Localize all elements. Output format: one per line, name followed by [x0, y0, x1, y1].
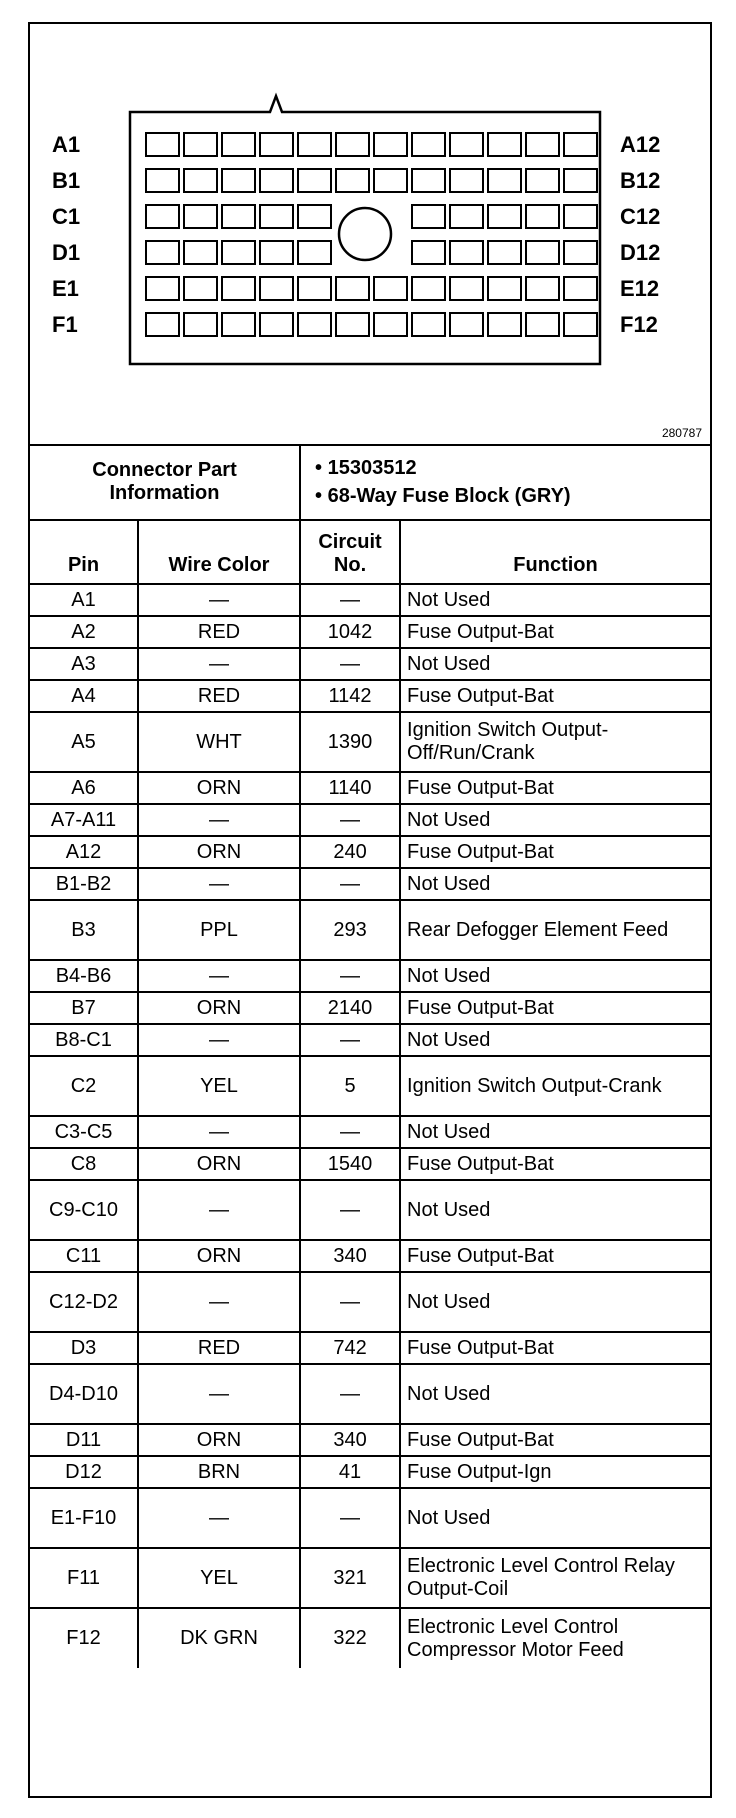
table-row: [30, 1608, 710, 1668]
function-cell: Fuse Output-Bat: [400, 1424, 710, 1456]
function-cell: Fuse Output-Bat: [400, 836, 710, 868]
pin-cavity: [450, 241, 483, 264]
pin-cavity: [564, 205, 597, 228]
pin-cavity: [146, 313, 179, 336]
pin-cell: A5: [30, 712, 138, 772]
pin-cell: A7-A11: [30, 804, 138, 836]
wire-color-cell: ORN: [138, 836, 300, 868]
pin-cell: A4: [30, 680, 138, 712]
table-row: [30, 1116, 710, 1148]
pin-cavity: [222, 241, 255, 264]
table-row: [30, 1488, 710, 1548]
pin-cell: C8: [30, 1148, 138, 1180]
pin-cavity: [488, 277, 521, 300]
wire-color-cell: ORN: [138, 1240, 300, 1272]
pin-cavity: [184, 205, 217, 228]
wire-color-cell: RED: [138, 616, 300, 648]
pin-cavity: [564, 169, 597, 192]
pin-cavity: [412, 169, 445, 192]
pin-label-left: B1: [52, 168, 81, 193]
pin-cavity: [184, 169, 217, 192]
circuit-cell: —: [300, 1364, 400, 1424]
pin-cavity: [450, 205, 483, 228]
pin-cavity: [298, 169, 331, 192]
function-cell: Fuse Output-Ign: [400, 1456, 710, 1488]
function-cell: Fuse Output-Bat: [400, 1332, 710, 1364]
table-row: [30, 1548, 710, 1608]
wire-color-cell: —: [138, 1180, 300, 1240]
pin-cavity: [374, 313, 407, 336]
circuit-cell: —: [300, 648, 400, 680]
table-row: [30, 1148, 710, 1180]
circuit-cell: 1042: [300, 616, 400, 648]
wire-color-cell: DK GRN: [138, 1608, 300, 1668]
pin-cavity: [298, 133, 331, 156]
pin-cavity: [260, 169, 293, 192]
wire-color-cell: WHT: [138, 712, 300, 772]
pin-cavity: [450, 277, 483, 300]
pin-label-right: A12: [620, 132, 661, 157]
pin-cavity: [260, 133, 293, 156]
pin-cavity: [374, 169, 407, 192]
table-row: [30, 1024, 710, 1056]
pin-cavity: [222, 313, 255, 336]
pin-cavity: [374, 277, 407, 300]
col-header-function: Function: [400, 520, 710, 584]
circuit-cell: —: [300, 584, 400, 616]
pin-cell: C3-C5: [30, 1116, 138, 1148]
circuit-cell: —: [300, 868, 400, 900]
connector-info-item: • 15303512: [315, 456, 417, 479]
pin-cell: A6: [30, 772, 138, 804]
function-cell: Ignition Switch Output-Crank: [400, 1056, 710, 1116]
connector-info-item: • 68-Way Fuse Block (GRY): [315, 484, 571, 507]
pin-label-right: D12: [620, 240, 661, 265]
pin-cell: B4-B6: [30, 960, 138, 992]
pin-label-left: F1: [52, 312, 78, 337]
table-row: [30, 960, 710, 992]
pin-cell: C9-C10: [30, 1180, 138, 1240]
function-cell: Fuse Output-Bat: [400, 772, 710, 804]
pin-cavity: [488, 133, 521, 156]
circuit-cell: —: [300, 960, 400, 992]
circuit-cell: 742: [300, 1332, 400, 1364]
pin-label-right: C12: [620, 204, 661, 229]
function-cell: Not Used: [400, 804, 710, 836]
circuit-cell: —: [300, 1024, 400, 1056]
table-row: [30, 1180, 710, 1240]
pin-cavity: [184, 313, 217, 336]
wire-color-cell: BRN: [138, 1456, 300, 1488]
pin-cell: B7: [30, 992, 138, 1024]
pin-cavity: [298, 241, 331, 264]
pin-cavity: [260, 241, 293, 264]
pin-cavity: [488, 169, 521, 192]
pin-cell: A12: [30, 836, 138, 868]
connector-face-drawing: [30, 24, 710, 444]
col-header-wire-color: Wire Color: [138, 520, 300, 584]
wire-color-cell: —: [138, 1488, 300, 1548]
pin-cavity: [450, 133, 483, 156]
pin-cavity: [222, 205, 255, 228]
pin-cavity: [564, 241, 597, 264]
function-cell: Fuse Output-Bat: [400, 992, 710, 1024]
connector-description: 68-Way Fuse Block (GRY): [327, 484, 571, 507]
function-cell: Electronic Level Control Compressor Motor Feed: [400, 1608, 710, 1668]
table-row: [30, 836, 710, 868]
wire-color-cell: —: [138, 1364, 300, 1424]
pin-label-right: F12: [620, 312, 658, 337]
connector-diagram: [30, 24, 710, 446]
pin-cavity: [564, 313, 597, 336]
connector-sheet: [28, 22, 712, 1798]
circuit-cell: 321: [300, 1548, 400, 1608]
pin-cavity: [222, 169, 255, 192]
table-row: [30, 992, 710, 1024]
pin-cavity: [488, 205, 521, 228]
pin-cavity: [184, 241, 217, 264]
pin-label-left: D1: [52, 240, 81, 265]
pin-cell: B8-C1: [30, 1024, 138, 1056]
table-row: [30, 584, 710, 616]
wire-color-cell: —: [138, 1116, 300, 1148]
pin-cavity: [488, 313, 521, 336]
pin-cavity: [412, 205, 445, 228]
table-row: [30, 1424, 710, 1456]
circuit-cell: 322: [300, 1608, 400, 1668]
wire-color-cell: —: [138, 584, 300, 616]
wire-color-cell: PPL: [138, 900, 300, 960]
function-cell: Rear Defogger Element Feed: [400, 900, 710, 960]
pinout-table: [30, 444, 710, 1668]
pin-cavity: [260, 205, 293, 228]
pin-cavity: [336, 169, 369, 192]
table-row: [30, 680, 710, 712]
circuit-cell: —: [300, 1180, 400, 1240]
wire-color-cell: —: [138, 868, 300, 900]
pin-cavity: [564, 277, 597, 300]
table-row: [30, 1272, 710, 1332]
circuit-cell: 2140: [300, 992, 400, 1024]
pin-cavity: [412, 277, 445, 300]
function-cell: Not Used: [400, 1272, 710, 1332]
function-cell: Not Used: [400, 1116, 710, 1148]
table-row: [30, 1364, 710, 1424]
wire-color-cell: YEL: [138, 1056, 300, 1116]
wire-color-cell: RED: [138, 1332, 300, 1364]
pin-cell: B3: [30, 900, 138, 960]
pin-cell: F12: [30, 1608, 138, 1668]
pin-cavity: [298, 277, 331, 300]
connector-info-list: [300, 444, 710, 520]
circuit-cell: 41: [300, 1456, 400, 1488]
function-cell: Not Used: [400, 648, 710, 680]
wire-color-cell: —: [138, 804, 300, 836]
pin-cavity: [488, 241, 521, 264]
function-cell: Fuse Output-Bat: [400, 680, 710, 712]
pin-cavity: [222, 133, 255, 156]
column-header-row: [30, 520, 710, 584]
table-row: [30, 616, 710, 648]
table-row: [30, 804, 710, 836]
pin-cavity: [184, 133, 217, 156]
pin-cavity: [526, 313, 559, 336]
pin-cavity: [336, 133, 369, 156]
pin-label-right: E12: [620, 276, 660, 301]
pin-cavity: [146, 277, 179, 300]
pin-cavity: [450, 169, 483, 192]
pin-cell: C2: [30, 1056, 138, 1116]
circuit-cell: 1390: [300, 712, 400, 772]
wire-color-cell: ORN: [138, 1148, 300, 1180]
wire-color-cell: ORN: [138, 992, 300, 1024]
pin-cavity: [222, 277, 255, 300]
pin-label-right: B12: [620, 168, 661, 193]
wire-color-cell: —: [138, 1024, 300, 1056]
pin-cell: A3: [30, 648, 138, 680]
wire-color-cell: ORN: [138, 1424, 300, 1456]
table-row: [30, 868, 710, 900]
circuit-cell: 293: [300, 900, 400, 960]
pin-cell: D3: [30, 1332, 138, 1364]
pin-label-left: E1: [52, 276, 79, 301]
function-cell: Ignition Switch Output-Off/Run/Crank: [400, 712, 710, 772]
pin-label-left: C1: [52, 204, 81, 229]
table-row: [30, 1332, 710, 1364]
circuit-cell: 240: [300, 836, 400, 868]
wire-color-cell: —: [138, 648, 300, 680]
pin-cell: A1: [30, 584, 138, 616]
circuit-cell: —: [300, 1116, 400, 1148]
center-hole: [339, 208, 391, 260]
table-row: [30, 1056, 710, 1116]
table-row: [30, 1456, 710, 1488]
pin-cavity: [374, 133, 407, 156]
pin-cavity: [564, 133, 597, 156]
function-cell: Fuse Output-Bat: [400, 1240, 710, 1272]
function-cell: Fuse Output-Bat: [400, 1148, 710, 1180]
pin-cell: D12: [30, 1456, 138, 1488]
function-cell: Electronic Level Control Relay Output-Coil: [400, 1548, 710, 1608]
pin-cavity: [412, 133, 445, 156]
pin-cavity: [526, 277, 559, 300]
table-row: [30, 900, 710, 960]
function-cell: Not Used: [400, 1364, 710, 1424]
pin-cavity: [526, 133, 559, 156]
wire-color-cell: YEL: [138, 1548, 300, 1608]
pin-cavity: [260, 277, 293, 300]
function-cell: Not Used: [400, 584, 710, 616]
wire-color-cell: RED: [138, 680, 300, 712]
pin-cavity: [298, 313, 331, 336]
col-header-pin: Pin: [30, 520, 138, 584]
pin-cell: C11: [30, 1240, 138, 1272]
pin-cell: D11: [30, 1424, 138, 1456]
table-row: [30, 1240, 710, 1272]
pin-cell: B1-B2: [30, 868, 138, 900]
function-cell: Not Used: [400, 1488, 710, 1548]
pin-cavity: [146, 205, 179, 228]
circuit-cell: 340: [300, 1240, 400, 1272]
pin-cell: F11: [30, 1548, 138, 1608]
pin-cavity: [298, 205, 331, 228]
pin-cavity: [336, 277, 369, 300]
wire-color-cell: ORN: [138, 772, 300, 804]
part-number: 15303512: [327, 456, 417, 479]
function-cell: Not Used: [400, 1024, 710, 1056]
figure-number: 280787: [661, 426, 702, 440]
pin-cavity: [184, 277, 217, 300]
pin-cavity: [450, 313, 483, 336]
circuit-cell: —: [300, 1488, 400, 1548]
table-row: [30, 712, 710, 772]
pin-cavity: [146, 133, 179, 156]
circuit-cell: 5: [300, 1056, 400, 1116]
pin-label-left: A1: [52, 132, 81, 157]
pin-cavity: [260, 313, 293, 336]
pin-cavity: [412, 313, 445, 336]
pin-cavity: [526, 205, 559, 228]
pin-cavity: [526, 169, 559, 192]
pin-cavity: [526, 241, 559, 264]
function-cell: Not Used: [400, 1180, 710, 1240]
wire-color-cell: —: [138, 960, 300, 992]
function-cell: Not Used: [400, 868, 710, 900]
pin-cell: D4-D10: [30, 1364, 138, 1424]
pin-cell: A2: [30, 616, 138, 648]
pin-cavity: [146, 241, 179, 264]
wire-color-cell: —: [138, 1272, 300, 1332]
pin-cell: E1-F10: [30, 1488, 138, 1548]
function-cell: Not Used: [400, 960, 710, 992]
col-header-circuit: Circuit No.: [300, 520, 400, 584]
circuit-cell: —: [300, 1272, 400, 1332]
circuit-cell: 1140: [300, 772, 400, 804]
pin-cavity: [146, 169, 179, 192]
function-cell: Fuse Output-Bat: [400, 616, 710, 648]
pin-cavity: [412, 241, 445, 264]
circuit-cell: 1142: [300, 680, 400, 712]
pin-cell: C12-D2: [30, 1272, 138, 1332]
connector-info-row: [30, 444, 710, 520]
circuit-cell: —: [300, 804, 400, 836]
connector-info-heading: Connector Part Information: [30, 444, 300, 520]
circuit-cell: 1540: [300, 1148, 400, 1180]
table-row: [30, 648, 710, 680]
circuit-cell: 340: [300, 1424, 400, 1456]
pin-cavity: [336, 313, 369, 336]
table-row: [30, 772, 710, 804]
